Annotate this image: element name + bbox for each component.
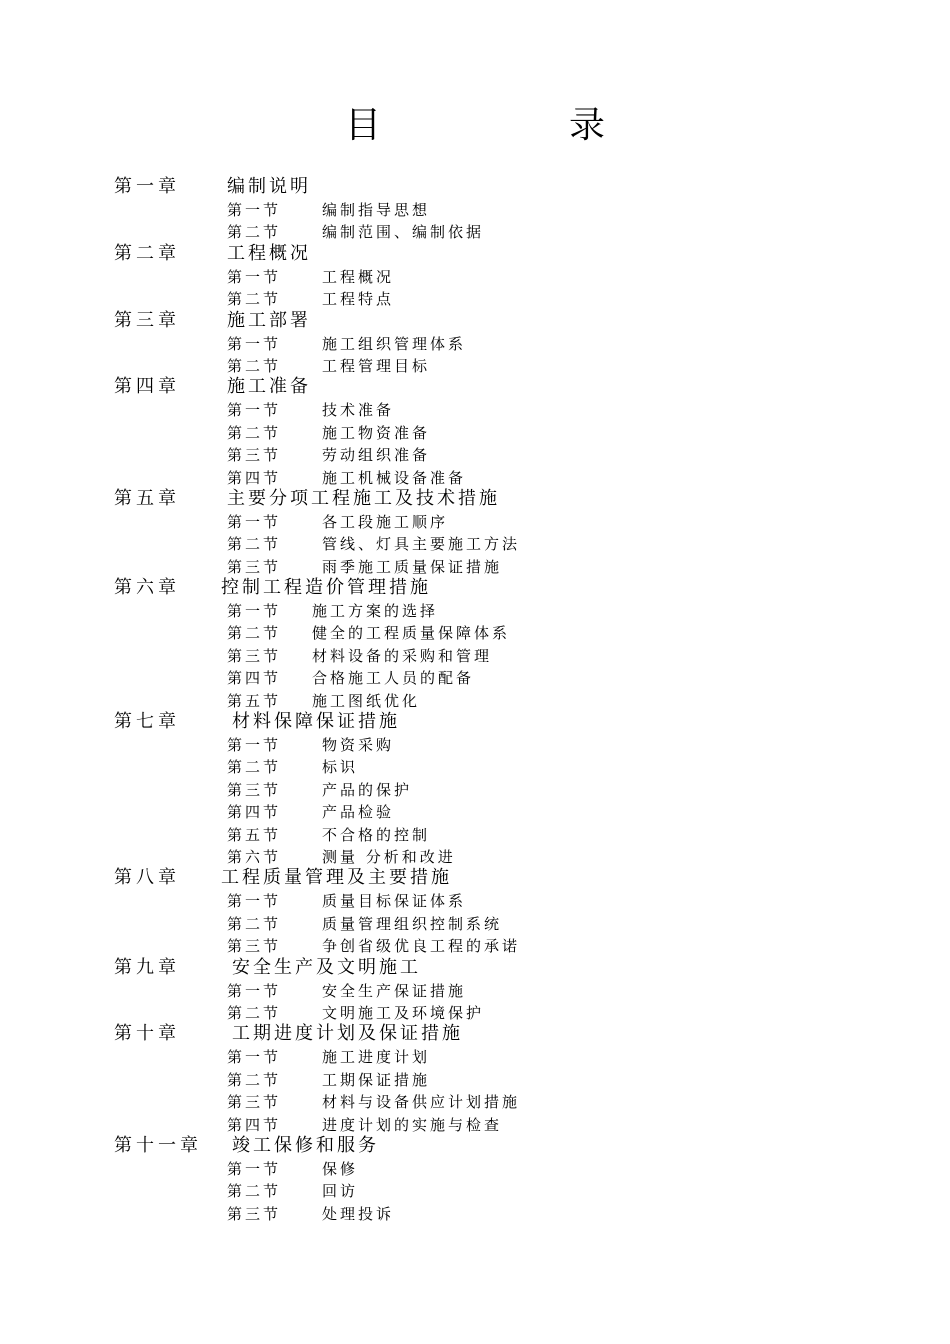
section-number: 第二节 bbox=[227, 624, 282, 643]
section-number: 第一节 bbox=[227, 267, 282, 286]
chapter-number: 第四章 bbox=[114, 376, 180, 398]
section-number: 第一节 bbox=[227, 736, 282, 755]
section-number: 第一节 bbox=[227, 512, 282, 531]
chapter-entry[interactable] bbox=[0, 309, 950, 331]
chapter-entry[interactable] bbox=[0, 1022, 950, 1044]
chapter-title: 工程概况 bbox=[227, 242, 311, 264]
section-number: 第二节 bbox=[227, 223, 282, 242]
section-entry[interactable] bbox=[0, 465, 950, 487]
section-entry[interactable] bbox=[0, 442, 950, 464]
section-entry[interactable] bbox=[0, 598, 950, 620]
chapter-group bbox=[0, 375, 950, 487]
section-number: 第一节 bbox=[227, 1159, 282, 1178]
section-number: 第二节 bbox=[227, 914, 282, 933]
page-title: 目 录 bbox=[344, 105, 681, 146]
chapter-number: 第三章 bbox=[114, 309, 180, 331]
section-title: 质量管理组织控制系统 bbox=[322, 914, 503, 933]
section-title: 技术准备 bbox=[322, 401, 395, 420]
chapter-number: 第六章 bbox=[114, 577, 180, 599]
chapter-entry[interactable] bbox=[0, 1134, 950, 1156]
chapter-title: 编制说明 bbox=[227, 176, 311, 197]
section-number: 第三节 bbox=[227, 1093, 282, 1112]
chapter-title: 施工部署 bbox=[227, 309, 311, 331]
section-title: 工程特点 bbox=[322, 290, 395, 309]
section-entry[interactable] bbox=[0, 219, 950, 241]
section-entry[interactable] bbox=[0, 1044, 950, 1066]
section-title: 材料设备的采购和管理 bbox=[312, 646, 493, 665]
section-entry[interactable] bbox=[0, 888, 950, 910]
section-title: 健全的工程质量保障体系 bbox=[312, 624, 511, 643]
chapter-number: 第七章 bbox=[114, 711, 180, 733]
section-title: 合格施工人员的配备 bbox=[312, 669, 475, 688]
section-number: 第三节 bbox=[227, 937, 282, 956]
section-entry[interactable] bbox=[0, 509, 950, 531]
chapter-number: 第九章 bbox=[114, 956, 180, 978]
section-number: 第二节 bbox=[227, 356, 282, 375]
chapter-entry[interactable] bbox=[0, 710, 950, 732]
section-title: 施工进度计划 bbox=[322, 1048, 431, 1067]
section-entry[interactable] bbox=[0, 799, 950, 821]
chapter-title: 主要分项工程施工及技术措施 bbox=[227, 487, 500, 509]
section-entry[interactable] bbox=[0, 620, 950, 642]
section-entry[interactable] bbox=[0, 1089, 950, 1111]
section-number: 第二节 bbox=[227, 535, 282, 554]
section-title: 处理投诉 bbox=[322, 1204, 395, 1223]
chapter-title: 安全生产及文明施工 bbox=[232, 956, 421, 978]
section-number: 第五节 bbox=[227, 825, 282, 844]
chapter-group bbox=[0, 956, 950, 1023]
chapter-title: 工程质量管理及主要措施 bbox=[221, 867, 452, 889]
section-number: 第二节 bbox=[227, 1003, 282, 1022]
section-number: 第二节 bbox=[227, 1070, 282, 1089]
section-number: 第一节 bbox=[227, 401, 282, 420]
section-title: 材料与设备供应计划措施 bbox=[322, 1093, 521, 1112]
section-entry[interactable] bbox=[0, 197, 950, 219]
section-title: 质量目标保证体系 bbox=[322, 892, 467, 911]
section-entry[interactable] bbox=[0, 331, 950, 353]
section-number: 第一节 bbox=[227, 1048, 282, 1067]
chapter-title: 控制工程造价管理措施 bbox=[221, 577, 431, 599]
chapter-entry[interactable] bbox=[0, 175, 950, 197]
section-title: 编制范围、编制依据 bbox=[322, 223, 485, 242]
section-number: 第二节 bbox=[227, 423, 282, 442]
section-title: 回访 bbox=[322, 1182, 359, 1201]
section-number: 第四节 bbox=[227, 468, 282, 487]
section-entry[interactable] bbox=[0, 554, 950, 576]
chapter-group bbox=[0, 309, 950, 376]
chapter-number: 第十章 bbox=[114, 1023, 180, 1045]
chapter-title: 施工准备 bbox=[227, 376, 311, 398]
section-entry[interactable] bbox=[0, 420, 950, 442]
chapter-group bbox=[0, 710, 950, 866]
section-number: 第一节 bbox=[227, 981, 282, 1000]
chapter-title: 竣工保修和服务 bbox=[232, 1134, 379, 1156]
section-entry[interactable] bbox=[0, 933, 950, 955]
section-entry[interactable] bbox=[0, 688, 950, 710]
section-number: 第一节 bbox=[227, 334, 282, 353]
chapter-entry[interactable] bbox=[0, 866, 950, 888]
section-title: 编制指导思想 bbox=[322, 201, 431, 219]
chapter-entry[interactable] bbox=[0, 487, 950, 509]
section-number: 第六节 bbox=[227, 847, 282, 866]
section-title: 施工图纸优化 bbox=[312, 691, 421, 710]
section-entry[interactable] bbox=[0, 264, 950, 286]
section-title: 工程概况 bbox=[322, 267, 395, 286]
section-entry[interactable] bbox=[0, 531, 950, 553]
section-number: 第四节 bbox=[227, 1115, 282, 1134]
section-entry[interactable] bbox=[0, 1156, 950, 1178]
section-number: 第二节 bbox=[227, 758, 282, 777]
section-number: 第三节 bbox=[227, 557, 282, 576]
section-entry[interactable] bbox=[0, 777, 950, 799]
section-title: 施工物资准备 bbox=[322, 423, 431, 442]
section-entry[interactable] bbox=[0, 1067, 950, 1089]
section-number: 第一节 bbox=[227, 602, 282, 621]
section-entry[interactable] bbox=[0, 665, 950, 687]
section-entry[interactable] bbox=[0, 911, 950, 933]
section-entry[interactable] bbox=[0, 1112, 950, 1134]
section-entry[interactable] bbox=[0, 1178, 950, 1200]
section-title: 工期保证措施 bbox=[322, 1070, 431, 1089]
chapter-group bbox=[0, 487, 950, 576]
chapter-number: 第二章 bbox=[114, 242, 180, 264]
section-title: 施工机械设备准备 bbox=[322, 468, 467, 487]
section-title: 施工方案的选择 bbox=[312, 602, 439, 621]
chapter-entry[interactable] bbox=[0, 375, 950, 397]
section-entry[interactable] bbox=[0, 353, 950, 375]
section-title: 工程管理目标 bbox=[322, 356, 431, 375]
section-entry[interactable] bbox=[0, 1201, 950, 1223]
section-title: 施工组织管理体系 bbox=[322, 334, 467, 353]
section-title: 安全生产保证措施 bbox=[322, 981, 467, 1000]
section-number: 第三节 bbox=[227, 780, 282, 799]
section-title: 不合格的控制 bbox=[322, 825, 431, 844]
section-entry[interactable] bbox=[0, 732, 950, 754]
section-entry[interactable] bbox=[0, 844, 950, 866]
section-title: 标识 bbox=[322, 758, 359, 777]
section-entry[interactable] bbox=[0, 397, 950, 419]
chapter-number: 第一章 bbox=[114, 176, 180, 197]
section-title: 产品的保护 bbox=[322, 780, 413, 799]
section-title: 测量 分析和改进 bbox=[322, 847, 456, 866]
section-title: 劳动组织准备 bbox=[322, 446, 431, 465]
section-title: 各工段施工顺序 bbox=[322, 512, 449, 531]
chapter-number: 第十一章 bbox=[114, 1134, 202, 1156]
chapter-number: 第五章 bbox=[114, 487, 180, 509]
section-number: 第二节 bbox=[227, 1182, 282, 1201]
chapter-group bbox=[0, 1022, 950, 1134]
section-title: 进度计划的实施与检查 bbox=[322, 1115, 503, 1134]
chapter-number: 第八章 bbox=[114, 867, 180, 889]
chapter-group bbox=[0, 1134, 950, 1223]
section-entry[interactable] bbox=[0, 1000, 950, 1022]
section-entry[interactable] bbox=[0, 822, 950, 844]
section-title: 管线、灯具主要施工方法 bbox=[322, 535, 521, 554]
section-title: 雨季施工质量保证措施 bbox=[322, 557, 503, 576]
section-title: 保修 bbox=[322, 1159, 359, 1178]
section-number: 第一节 bbox=[227, 201, 282, 219]
section-number: 第四节 bbox=[227, 669, 282, 688]
section-number: 第五节 bbox=[227, 691, 282, 710]
section-entry[interactable] bbox=[0, 643, 950, 665]
table-of-contents bbox=[0, 175, 950, 1223]
chapter-title: 工期进度计划及保证措施 bbox=[232, 1023, 463, 1045]
chapter-title: 材料保障保证措施 bbox=[232, 711, 400, 733]
section-number: 第一节 bbox=[227, 892, 282, 911]
chapter-group bbox=[0, 175, 950, 242]
section-number: 第四节 bbox=[227, 803, 282, 822]
chapter-group bbox=[0, 242, 950, 309]
chapter-entry[interactable] bbox=[0, 956, 950, 978]
section-number: 第二节 bbox=[227, 290, 282, 309]
section-title: 争创省级优良工程的承诺 bbox=[322, 937, 521, 956]
chapter-entry[interactable] bbox=[0, 242, 950, 264]
section-number: 第三节 bbox=[227, 1204, 282, 1223]
chapter-group bbox=[0, 576, 950, 710]
chapter-entry[interactable] bbox=[0, 576, 950, 598]
section-title: 产品检验 bbox=[322, 803, 395, 822]
chapter-group bbox=[0, 866, 950, 955]
section-number: 第三节 bbox=[227, 446, 282, 465]
section-entry[interactable] bbox=[0, 286, 950, 308]
section-number: 第三节 bbox=[227, 646, 282, 665]
section-entry[interactable] bbox=[0, 978, 950, 1000]
section-title: 物资采购 bbox=[322, 736, 395, 755]
section-title: 文明施工及环境保护 bbox=[322, 1003, 485, 1022]
section-entry[interactable] bbox=[0, 754, 950, 776]
